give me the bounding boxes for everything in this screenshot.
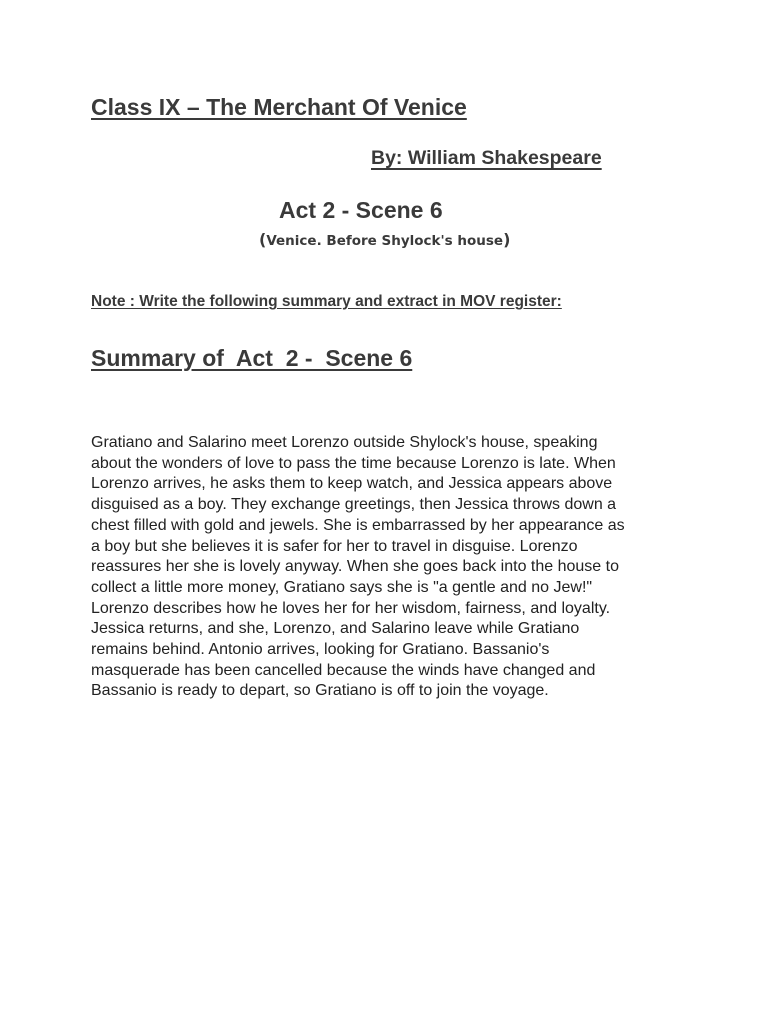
summary-line: masquerade has been cancelled because the winds have changed and bbox=[91, 661, 596, 679]
summary-line: Jessica returns, and she, Lorenzo, and Salarino leave while Gratiano bbox=[91, 620, 580, 638]
summary-line: collect a little more money, Gratiano says she is "a gentle and no Jew!" bbox=[91, 578, 593, 596]
summary-line: reassures her she is lovely anyway. When she goes back into the house to bbox=[91, 558, 619, 576]
summary-line: Gratiano and Salarino meet Lorenzo outside Shylock's house, speaking bbox=[91, 434, 598, 451]
setting-close-paren: ) bbox=[503, 230, 511, 249]
document-title: Class IX – The Merchant Of Venice bbox=[91, 94, 467, 120]
summary-line: Lorenzo arrives, he asks them to keep watch, and Jessica appears above bbox=[91, 475, 613, 493]
setting-place: Venice bbox=[266, 233, 317, 249]
summary-line: Bassanio is ready to depart, so Gratiano is off to join the voyage. bbox=[91, 682, 549, 700]
summary-heading: Summary of Act 2 - Scene 6 bbox=[91, 345, 413, 371]
setting-open-paren: ( bbox=[259, 230, 267, 249]
summary-line: disguised as a boy. They exchange greetings, then Jessica throws down a bbox=[91, 496, 617, 514]
scene-setting bbox=[259, 230, 510, 249]
author-line: By: William Shakespeare bbox=[371, 147, 602, 169]
act-scene-heading: Act 2 - Scene 6 bbox=[279, 197, 443, 223]
summary-line: a boy but she believes it is safer for her to travel in disguise. Lorenzo bbox=[91, 537, 578, 555]
summary-line: about the wonders of love to pass the time because Lorenzo is late. When bbox=[91, 454, 616, 472]
summary-line: chest filled with gold and jewels. She is embarrassed by her appearance as bbox=[91, 516, 625, 534]
summary-line: Lorenzo describes how he loves her for her wisdom, fairness, and loyalty. bbox=[91, 599, 611, 617]
setting-description: . Before Shylock's house bbox=[316, 233, 504, 249]
summary-paragraph bbox=[91, 433, 691, 702]
summary-line: remains behind. Antonio arrives, looking for Gratiano. Bassanio's bbox=[91, 641, 550, 659]
instruction-note: Note : Write the following summary and extract in MOV register: bbox=[91, 293, 562, 310]
